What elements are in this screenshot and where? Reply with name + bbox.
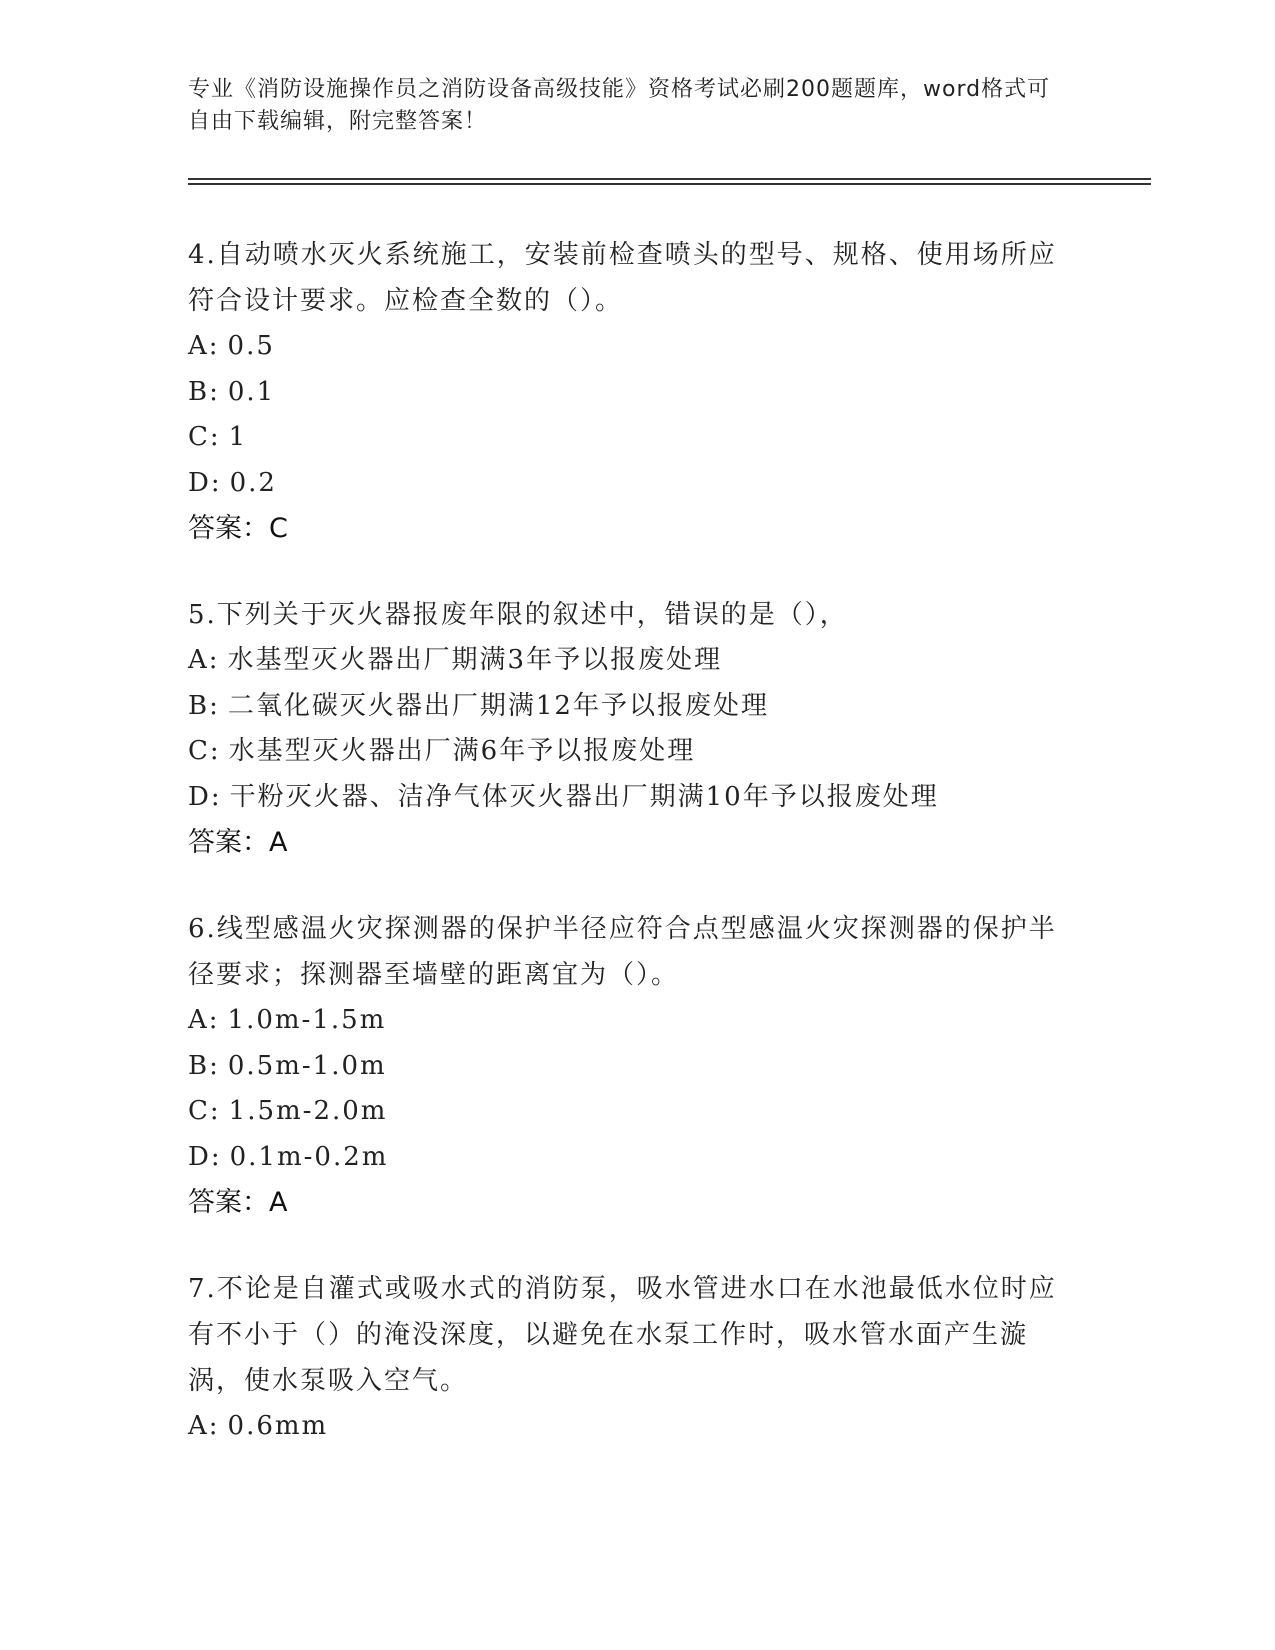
answer-label: 答案： <box>188 513 269 544</box>
option-text: 水基型灭火器出厂期满3年予以报废处理 <box>227 645 723 675</box>
option-b <box>188 1044 1068 1090</box>
option-d <box>188 775 1068 821</box>
option-text: 干粉灭火器、洁净气体灭火器出厂期满10年予以报废处理 <box>229 781 939 812</box>
option-c <box>188 729 1068 775</box>
option-text: 二氧化碳灭火器出厂期满12年予以报废处理 <box>227 690 769 721</box>
option-letter: B: <box>188 1050 220 1081</box>
option-letter: A: <box>188 1005 220 1035</box>
option-a <box>188 324 1068 370</box>
option-d <box>188 461 1068 507</box>
question-item <box>188 232 1068 552</box>
question-item <box>188 1266 1068 1450</box>
option-letter: B: <box>188 376 220 407</box>
option-letter: D: <box>188 467 222 498</box>
option-b <box>188 370 1068 416</box>
answer-label: 答案： <box>188 827 269 858</box>
option-letter: A: <box>188 331 220 361</box>
option-text: 0.5 <box>227 331 275 361</box>
answer-label: 答案： <box>188 1187 269 1218</box>
option-letter: C: <box>188 1096 221 1126</box>
answer-value: A <box>269 827 288 858</box>
question-text: 6.线型感温火灾探测器的保护半径应符合点型感温火灾探测器的保护半径要求；探测器至墙壁的距离宜为（）。 <box>188 914 1057 990</box>
header-divider-bottom <box>188 183 1151 185</box>
answer-line <box>188 1180 1068 1226</box>
answer-value: A <box>269 1187 288 1218</box>
option-text: 水基型灭火器出厂满6年予以报废处理 <box>228 736 696 766</box>
option-text: 0.1m-0.2m <box>229 1141 389 1172</box>
question-text: 5.下列关于灭火器报废年限的叙述中，错误的是（）， <box>188 600 848 630</box>
option-letter: D: <box>188 781 222 812</box>
option-letter: A: <box>188 645 220 675</box>
option-text: 0.6mm <box>227 1411 329 1441</box>
question-list <box>188 232 1068 1490</box>
document-header: 专业《消防设施操作员之消防设备高级技能》资格考试必刷200题题库，word格式可自由下载编辑，附完整答案！ <box>188 77 1051 134</box>
option-text: 0.5m-1.0m <box>227 1050 387 1081</box>
option-a <box>188 998 1068 1044</box>
option-text: 1 <box>228 422 248 452</box>
answer-value: C <box>269 513 288 544</box>
option-d <box>188 1135 1068 1181</box>
option-letter: C: <box>188 736 221 766</box>
option-letter: C: <box>188 422 221 452</box>
option-letter: A: <box>188 1411 220 1441</box>
option-a <box>188 638 1068 684</box>
question-text: 4.自动喷水灭火系统施工，安装前检查喷头的型号、规格、使用场所应符合设计要求。应检查全数的（）。 <box>188 240 1057 316</box>
option-c <box>188 1089 1068 1135</box>
answer-line <box>188 820 1068 866</box>
option-b <box>188 684 1068 730</box>
header-divider-top <box>188 178 1151 180</box>
option-text: 0.2 <box>229 467 277 498</box>
option-a <box>188 1404 1068 1450</box>
question-text: 7.不论是自灌式或吸水式的消防泵，吸水管进水口在水池最低水位时应有不小于（）的淹没深度，以避免在水泵工作时，吸水管水面产生漩涡，使水泵吸入空气。 <box>188 1274 1057 1396</box>
option-text: 0.1 <box>227 376 276 407</box>
option-letter: D: <box>188 1141 222 1172</box>
option-c <box>188 415 1068 461</box>
option-text: 1.0m-1.5m <box>227 1005 387 1035</box>
option-letter: B: <box>188 690 220 721</box>
answer-line <box>188 506 1068 552</box>
question-item <box>188 592 1068 866</box>
option-text: 1.5m-2.0m <box>228 1096 388 1126</box>
question-item <box>188 906 1068 1226</box>
